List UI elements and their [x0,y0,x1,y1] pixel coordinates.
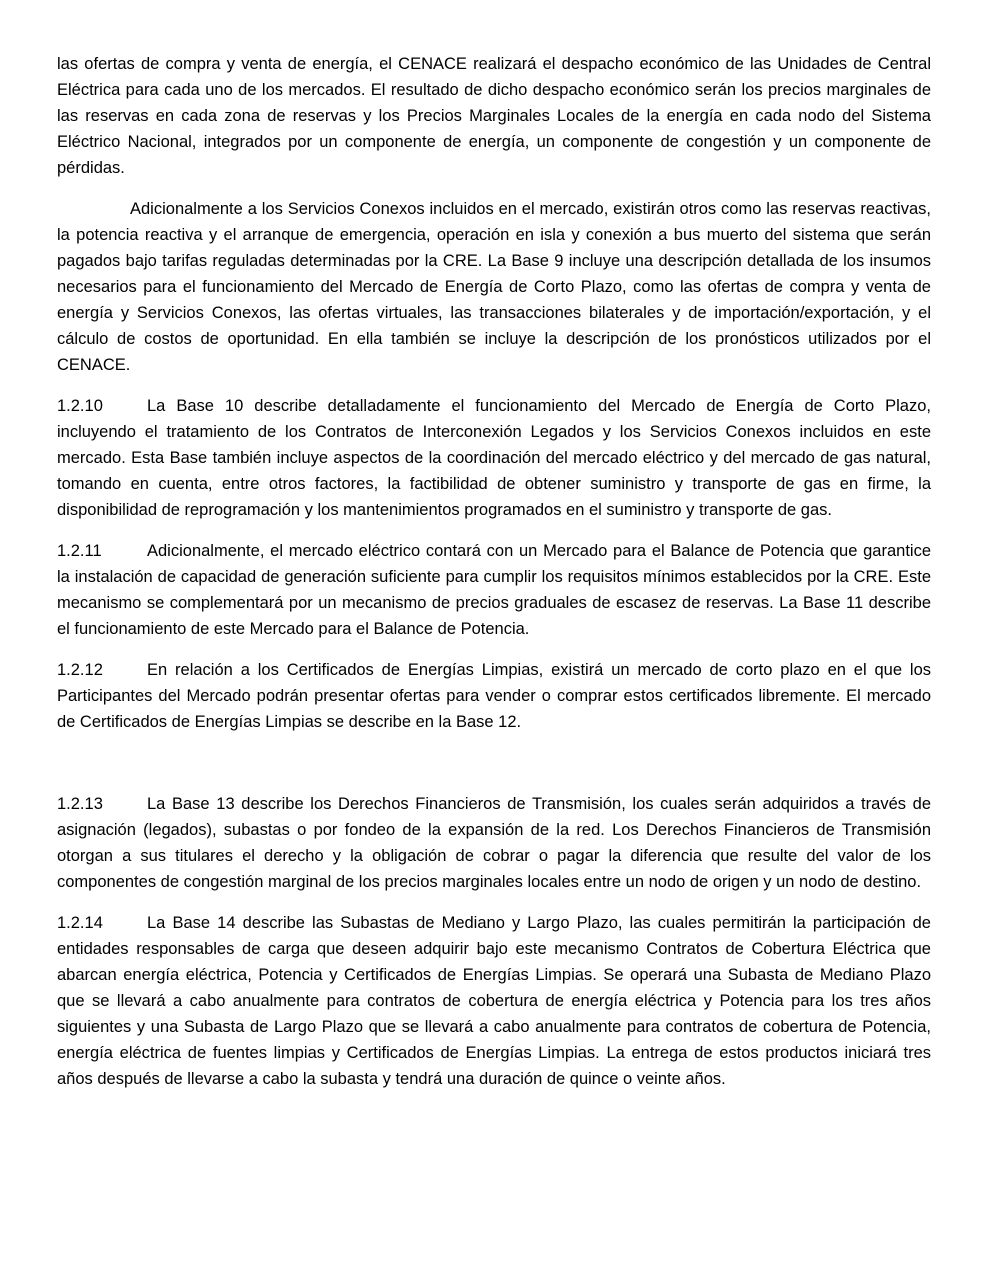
paragraph-text: La Base 14 describe las Subastas de Mediano y Largo Plazo, las cuales permitirán la participación de entidades responsables de carga que deseen adquirir bajo este mecanismo Contratos de Cobertura Eléctrica que abarcan energía eléctrica, Potencia y Certificados de Energías Limpias. Se operará una Subasta de Mediano Plazo que se llevará a cabo anualmente para contratos de cobertura de energía eléctrica y Potencia para los tres años siguientes y una Subasta de Largo Plazo que se llevará a cabo anualmente para contratos de cobertura de Potencia, energía eléctrica de fuentes limpias y Certificados de Energías Limpias. La entrega de estos productos iniciará tres años después de llevarse a cabo la subasta y tendrá una duración de quince o veinte años. [57,914,931,1088]
paragraph-number: 1.2.10 [57,397,103,415]
paragraph-number: 1.2.13 [57,795,103,813]
paragraph-text: Adicionalmente, el mercado eléctrico contará con un Mercado para el Balance de Potencia que garantice la instalación de capacidad de generación suficiente para cumplir los requisitos mínimos establecidos por la CRE. Este mecanismo se complementará por un mecanismo de precios graduales de escasez de reservas. La Base 11 describe el funcionamiento de este Mercado para el Balance de Potencia. [57,542,931,638]
paragraph-text: Adicionalmente a los Servicios Conexos incluidos en el mercado, existirán otros como las reservas reactivas, la potencia reactiva y el arranque de emergencia, operación en isla y conexión a bus muerto del sistema que serán pagados bajo tarifas reguladas determinadas por la CRE. La Base 9 incluye una descripción detallada de los insumos necesarios para el funcionamiento del Mercado de Energía de Corto Plazo, como las ofertas de compra y venta de energía y Servicios Conexos, las ofertas virtuales, las transacciones bilaterales y de importación/exportación, y el cálculo de costos de oportunidad. En ella también se incluye la descripción de los pronósticos utilizados por el CENACE. [57,200,931,374]
paragraph [57,196,931,378]
paragraph [57,393,931,523]
paragraph [57,51,931,181]
document-body [57,51,931,1107]
paragraph [57,791,931,895]
paragraph-number: 1.2.14 [57,914,103,932]
paragraph-number: 1.2.12 [57,661,103,679]
paragraph-text: La Base 10 describe detalladamente el funcionamiento del Mercado de Energía de Corto Plazo, incluyendo el tratamiento de los Contratos de Interconexión Legados y los Servicios Conexos incluidos en este mercado. Esta Base también incluye aspectos de la coordinación del mercado eléctrico y del mercado de gas natural, tomando en cuenta, entre otros factores, la factibilidad de obtener suministro y transporte de gas en firme, la disponibilidad de reprogramación y los mantenimientos programados en el suministro y transporte de gas. [57,397,931,519]
paragraph-text: las ofertas de compra y venta de energía, el CENACE realizará el despacho económico de las Unidades de Central Eléctrica para cada uno de los mercados. El resultado de dicho despacho económico serán los precios marginales de las reservas en cada zona de reservas y los Precios Marginales Locales de la energía en cada nodo del Sistema Eléctrico Nacional, integrados por un componente de energía, un componente de congestión y un componente de pérdidas. [57,55,931,177]
paragraph-text: La Base 13 describe los Derechos Financieros de Transmisión, los cuales serán adquiridos a través de asignación (legados), subastas o por fondeo de la expansión de la red. Los Derechos Financieros de Transmisión otorgan a sus titulares el derecho y la obligación de cobrar o pagar la diferencia que resulte del valor de los componentes de congestión marginal de los precios marginales locales entre un nodo de origen y un nodo de destino. [57,795,931,891]
paragraph [57,657,931,735]
paragraph-text: En relación a los Certificados de Energías Limpias, existirá un mercado de corto plazo en el que los Participantes del Mercado podrán presentar ofertas para vender o comprar estos certificados libremente. El mercado de Certificados de Energías Limpias se describe en la Base 12. [57,661,931,731]
paragraph [57,538,931,642]
paragraph-number: 1.2.11 [57,542,102,560]
paragraph [57,910,931,1092]
